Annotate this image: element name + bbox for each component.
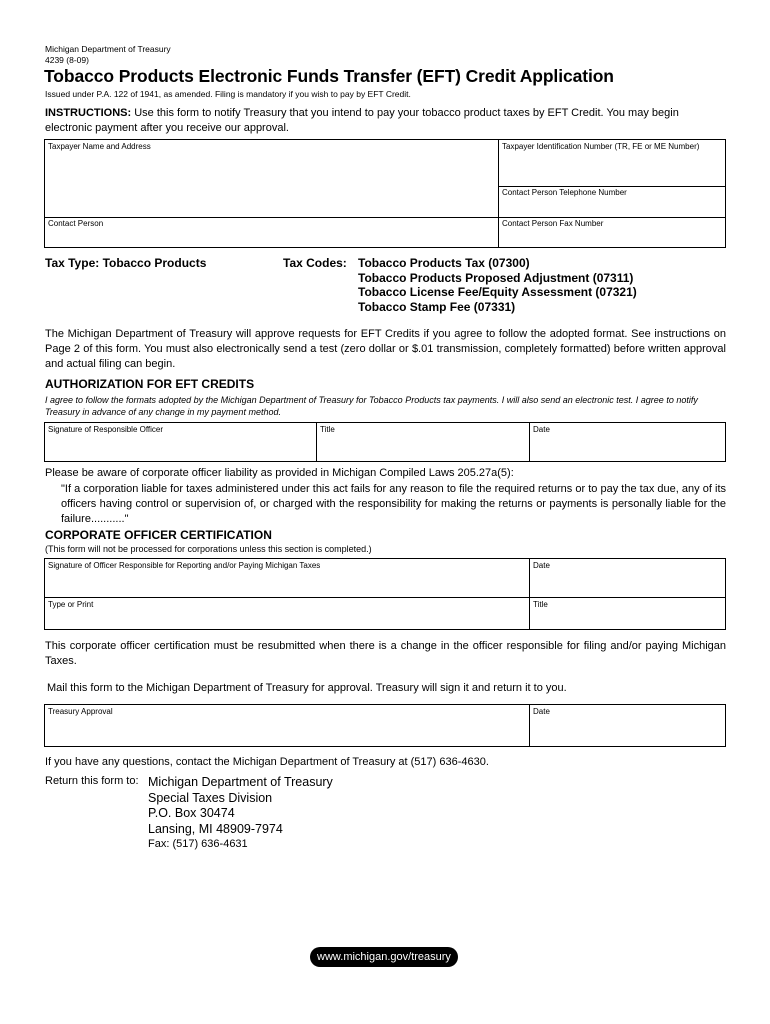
contact-phone-label: Contact Person Telephone Number <box>502 188 627 197</box>
type-or-print-field[interactable] <box>45 598 529 629</box>
address-line: Michigan Department of Treasury <box>148 775 333 789</box>
taxpayer-id-label: Taxpayer Identification Number (TR, FE or ME Number) <box>502 142 700 151</box>
questions-text: If you have any questions, contact the Michigan Department of Treasury at (517) 636-4630. <box>45 756 489 768</box>
certifying-officer-signature-field[interactable] <box>45 559 529 597</box>
instructions-text: Use this form to notify Treasury that you intend to pay your tobacco product taxes by EFT Credit. You may begin electronic payment after you receive our approval. <box>45 107 679 134</box>
tax-code-item: Tobacco Products Proposed Adjustment (07311) <box>358 270 634 285</box>
authorization-heading: AUTHORIZATION FOR EFT CREDITS <box>45 377 255 391</box>
address-line: P.O. Box 30474 <box>148 806 235 820</box>
contact-person-field[interactable] <box>45 217 498 247</box>
certification-box <box>44 558 726 630</box>
certification-title-field[interactable] <box>530 598 725 629</box>
address-line: Special Taxes Division <box>148 790 273 805</box>
taxpayer-info-box <box>44 139 726 248</box>
mail-instructions: Mail this form to the Michigan Department of Treasury for approval. Treasury will sign it and return it to you. <box>47 682 567 694</box>
type-or-print-label: Type or Print <box>48 600 94 609</box>
instructions-label: INSTRUCTIONS: <box>45 107 132 119</box>
tax-codes-label: Tax Codes: <box>283 256 347 270</box>
return-label: Return this form to: <box>45 775 139 787</box>
approval-paragraph: The Michigan Department of Treasury will approve requests for EFT Credits if you agree to follow the adopted format. See instructions on Page 2 of this form. You must also electronically send a test (zero dollar or $.01 transmission, completely formatted) before written approval and actual filing can begin. <box>45 328 726 370</box>
contact-fax-field[interactable] <box>499 217 725 247</box>
tax-code-item: Tobacco Products Tax (07300) <box>358 256 530 270</box>
form-header <box>45 44 171 66</box>
responsible-officer-signature-field[interactable] <box>45 423 316 461</box>
contact-phone-field[interactable] <box>499 186 725 217</box>
treasury-approval-box <box>44 704 726 747</box>
date-label: Date <box>533 707 550 716</box>
treasury-website-link[interactable]: www.michigan.gov/treasury <box>310 947 458 967</box>
authorization-signature-box <box>44 422 726 462</box>
address-line: Lansing, MI 48909-7974 <box>148 821 283 836</box>
taxpayer-name-address-field[interactable] <box>45 140 498 217</box>
contact-fax-label: Contact Person Fax Number <box>502 219 604 228</box>
liability-quote: "If a corporation liable for taxes administered under this act fails for any reason to file the required returns or to pay the tax due, any of its officers having control or supervision of, or charged with the responsibility for making the returns or payments is personally liable for the failure..........." <box>61 483 726 525</box>
signature-label: Signature of Officer Responsible for Reporting and/or Paying Michigan Taxes <box>48 561 321 570</box>
title-label: Title <box>533 600 548 609</box>
signature-label: Signature of Responsible Officer <box>48 425 164 434</box>
liability-intro: Please be aware of corporate officer liability as provided in Michigan Compiled Laws 205.27a(5): <box>45 467 514 479</box>
tax-code-item: Tobacco Stamp Fee (07331) <box>358 299 516 314</box>
certification-heading: CORPORATE OFFICER CERTIFICATION <box>45 528 272 542</box>
treasury-date-field[interactable] <box>530 705 725 746</box>
treasury-approval-field[interactable] <box>45 705 529 746</box>
contact-person-label: Contact Person <box>48 219 104 228</box>
tax-codes <box>283 256 637 314</box>
treasury-approval-label: Treasury Approval <box>48 707 113 716</box>
certification-date-field[interactable] <box>530 559 725 597</box>
return-address <box>148 775 333 853</box>
page-title: Tobacco Products Electronic Funds Transfer (EFT) Credit Application <box>44 66 614 86</box>
title-label: Title <box>320 425 335 434</box>
tax-code-item: Tobacco License Fee/Equity Assessment (07321) <box>358 285 637 299</box>
tax-type: Tax Type: Tobacco Products <box>45 256 207 270</box>
issued-note: Issued under P.A. 122 of 1941, as amended. Filing is mandatory if you wish to pay by EFT Credit. <box>45 89 411 99</box>
taxpayer-id-field[interactable] <box>499 140 725 186</box>
authorization-text: I agree to follow the formats adopted by the Michigan Department of Treasury for Tobacco Products tax payments. I will also send an electronic test. I agree to notify Treasury in advance of any change in my payment method. <box>45 395 698 417</box>
certification-note: (This form will not be processed for corporations unless this section is completed.) <box>45 544 372 554</box>
taxpayer-name-address-label: Taxpayer Name and Address <box>48 142 151 151</box>
resubmit-paragraph: This corporate officer certification must be resubmitted when there is a change in the officer responsible for filing and/or paying Michigan Taxes. <box>45 640 726 667</box>
instructions <box>45 106 725 136</box>
officer-title-field[interactable] <box>317 423 529 461</box>
fax-number: Fax: (517) 636-4631 <box>148 838 248 850</box>
date-label: Date <box>533 561 550 570</box>
department-name: Michigan Department of Treasury <box>45 44 171 54</box>
authorization-date-field[interactable] <box>530 423 725 461</box>
form-number: 4239 (8-09) <box>45 55 89 65</box>
date-label: Date <box>533 425 550 434</box>
